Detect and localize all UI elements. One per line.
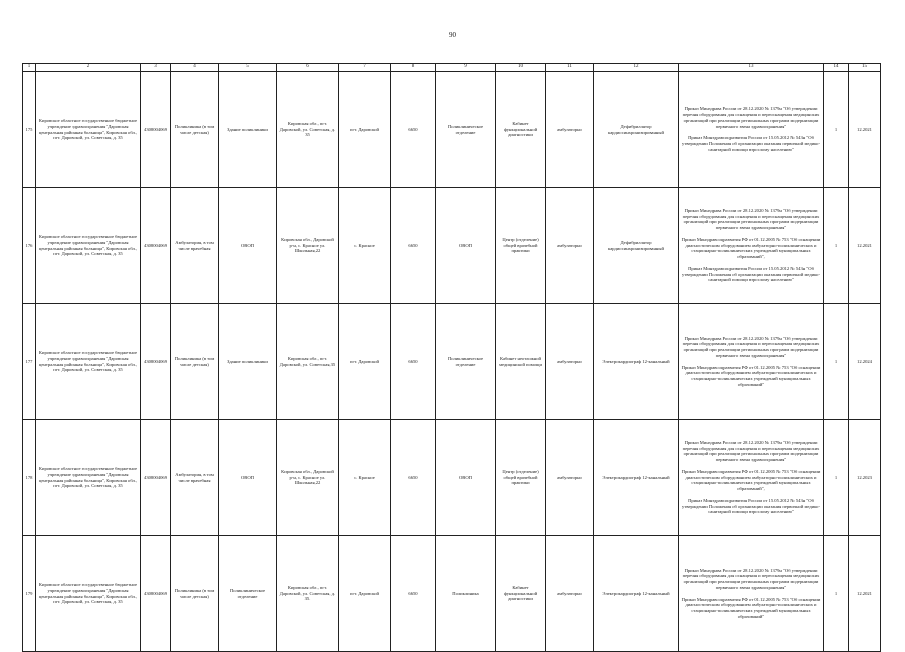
date-cell: 12.2021	[849, 536, 881, 652]
date-cell: 12.2021	[849, 72, 881, 188]
row-number: 179	[23, 536, 36, 652]
value-cell: 6650	[391, 304, 436, 420]
column-header: 1	[23, 64, 36, 72]
department-cell: Поликлиническое отделение	[436, 72, 496, 188]
regulation-text: Приказ Минздрава России от 28.12.2020 № 1379н "Об утверждении перечня оборудования для оснащения и переоснащения медицинских организаций при реализации региональных программ модернизации первичного звена здравоохранения"	[682, 207, 820, 231]
settlement-cell: пгт. Даровской	[339, 72, 391, 188]
column-header: 6	[277, 64, 339, 72]
equipment-cell: Дефибриллятор кардиосинхронизированный	[594, 72, 679, 188]
equipment-cell: Электрокардиограф 12-канальный	[594, 304, 679, 420]
regulation-text: Приказ Минздравсоцразвития России от 15.05.2012 № 543н "Об утверждении Положения об организации оказания первичной медико-санитарной помощи взрослому населению"	[682, 497, 820, 515]
department-cell: ОВОП	[436, 188, 496, 304]
organization-cell: Кировское областное государственное бюджетное учреждение здравоохранения "Даровская центральная районная больница", Кировская обл., пгт. Даровской, ул. Советская, д. 35	[36, 536, 141, 652]
building-cell: Поликлиническое отделение	[219, 536, 277, 652]
address-cell: Кировская обл., пгт. Даровской, ул. Советская, д. 35	[277, 72, 339, 188]
cabinet-cell: Кабинет неотложной медицинской помощи	[496, 304, 546, 420]
row-number: 178	[23, 420, 36, 536]
page-number: 90	[449, 31, 456, 39]
care-type-cell: амбулаторно	[546, 72, 594, 188]
building-cell: Здание поликлиники	[219, 72, 277, 188]
regulation-text: Приказ Минздравсоцразвития России от 15.05.2012 № 543н "Об утверждении Положения об организации оказания первичной медико-санитарной помощи взрослому населению"	[682, 265, 820, 283]
column-header: 5	[219, 64, 277, 72]
settlement-cell: с. Красное	[339, 188, 391, 304]
column-header: 11	[546, 64, 594, 72]
regulations-cell	[679, 304, 824, 420]
column-header: 4	[171, 64, 219, 72]
care-type-cell: амбулаторно	[546, 536, 594, 652]
value-cell: 6650	[391, 420, 436, 536]
regulations-cell	[679, 72, 824, 188]
column-header: 9	[436, 64, 496, 72]
settlement-cell: пгт. Даровской	[339, 536, 391, 652]
quantity-cell: 1	[824, 304, 849, 420]
care-type-cell: амбулаторно	[546, 304, 594, 420]
quantity-cell: 1	[824, 72, 849, 188]
building-cell: ОВОП	[219, 188, 277, 304]
department-cell: Поликлиническое отделение	[436, 304, 496, 420]
building-cell: ОВОП	[219, 420, 277, 536]
regulation-text: Приказ Минздравсоцразвития России от 15.05.2012 № 543н "Об утверждении Положения об организации оказания первичной медико-санитарной помощи взрослому населению"	[682, 135, 820, 152]
date-cell: 12.2023	[849, 420, 881, 536]
equipment-register-table	[22, 63, 881, 652]
address-cell: Кировская обл., пгт. Даровской, ул. Советская, д. 35.	[277, 536, 339, 652]
facility-type-cell: Поликлиника (в том числе детская)	[171, 536, 219, 652]
regulation-text: Приказ Минздрава России от 28.12.2020 № 1379н "Об утверждении перечня оборудования для оснащения и переоснащения медицинских организаций при реализации региональных программ модернизации первичного звена здравоохранения"	[682, 106, 820, 129]
column-header: 3	[141, 64, 171, 72]
cabinet-cell: Кабинет функциональной диагностики	[496, 536, 546, 652]
row-number: 175	[23, 72, 36, 188]
cabinet-cell: Кабинет функциональной диагностики	[496, 72, 546, 188]
column-header: 7	[339, 64, 391, 72]
code-cell: 4308004069	[141, 188, 171, 304]
regulations-cell	[679, 420, 824, 536]
address-cell: Кировская обл., Даровской р-н, с. Красное ул. Школьная,22	[277, 188, 339, 304]
department-cell: ОВОП	[436, 420, 496, 536]
column-number-row	[23, 64, 881, 72]
column-header: 13	[679, 64, 824, 72]
code-cell: 4308004069	[141, 72, 171, 188]
regulation-text: Приказ Минздравсоцразвития РФ от 01.12.2005 № 753 "Об оснащении диагностическим оборудованием амбулаторно-поликлинических и стационарно-поликлинических учреждений муниципальных образований",	[681, 236, 821, 260]
row-number: 176	[23, 188, 36, 304]
regulation-text: Приказ Минздравсоцразвития РФ от 01.12.2005 № 753 "Об оснащении диагностическим оборудованием амбулаторно-поликлинических и стационарно-поликлинических учреждений муниципальных образований",	[681, 468, 821, 492]
care-type-cell: амбулаторно	[546, 188, 594, 304]
quantity-cell: 1	[824, 420, 849, 536]
facility-type-cell: Поликлиника (в том числе детская)	[171, 304, 219, 420]
settlement-cell: пгт. Даровской	[339, 304, 391, 420]
equipment-cell: Электрокардиограф 12-канальный	[594, 420, 679, 536]
column-header: 15	[849, 64, 881, 72]
row-number: 177	[23, 304, 36, 420]
column-header: 2	[36, 64, 141, 72]
table-row	[23, 188, 881, 304]
table-row	[23, 304, 881, 420]
organization-cell: Кировское областное государственное бюджетное учреждение здравоохранения "Даровская центральная районная больница", Кировская обл., пгт. Даровской, ул. Советская, д. 35	[36, 72, 141, 188]
quantity-cell: 1	[824, 536, 849, 652]
column-header: 8	[391, 64, 436, 72]
table-row	[23, 536, 881, 652]
department-cell: Поликлиника	[436, 536, 496, 652]
value-cell: 6650	[391, 536, 436, 652]
regulation-text: Приказ Минздравсоцразвития РФ от 01.12.2005 № 753 "Об оснащении диагностическим оборудованием амбулаторно-поликлинических и стационарно-поликлинических учреждений муниципальных образований"	[681, 364, 821, 387]
regulation-text: Приказ Минздрава России от 28.12.2020 № 1379н "Об утверждении перечня оборудования для оснащения и переоснащения медицинских организаций при реализации региональных программ модернизации первичного звена здравоохранения"	[682, 567, 820, 590]
regulation-text: Приказ Минздравсоцразвития РФ от 01.12.2005 № 753 "Об оснащении диагностическим оборудованием амбулаторно-поликлинических и стационарно-поликлинических учреждений муниципальных образований"	[681, 596, 821, 619]
facility-type-cell: Амбулатория, в том числе врачебная	[171, 188, 219, 304]
regulations-cell	[679, 536, 824, 652]
value-cell: 6650	[391, 188, 436, 304]
cabinet-cell: Центр (отделение) общей врачебной практики	[496, 420, 546, 536]
organization-cell: Кировское областное государственное бюджетное учреждение здравоохранения "Даровская центральная районная больница", Кировская обл., пгт. Даровской, ул. Советская, д. 35	[36, 188, 141, 304]
equipment-cell: Дефибриллятор кардиосинхронизированный	[594, 188, 679, 304]
facility-type-cell: Амбулатория, в том числе врачебная	[171, 420, 219, 536]
regulations-cell	[679, 188, 824, 304]
address-cell: Кировская обл., Даровской р-н, с. Красное ул. Школьная,22	[277, 420, 339, 536]
column-header: 10	[496, 64, 546, 72]
facility-type-cell: Поликлиника (в том числе детская)	[171, 72, 219, 188]
table-row	[23, 420, 881, 536]
code-cell: 4308004069	[141, 536, 171, 652]
code-cell: 4308004069	[141, 420, 171, 536]
regulation-text: Приказ Минздрава России от 28.12.2020 № 1379н "Об утверждении перечня оборудования для оснащения и переоснащения медицинских организаций при реализации региональных программ модернизации первичного звена здравоохранения"	[682, 335, 820, 358]
regulation-text: Приказ Минздрава России от 28.12.2020 № 1379н "Об утверждении перечня оборудования для оснащения и переоснащения медицинских организаций при реализации региональных программ модернизации первичного звена здравоохранения"	[682, 439, 820, 463]
cabinet-cell: Центр (отделение) общей врачебной практики	[496, 188, 546, 304]
building-cell: Здание поликлиники	[219, 304, 277, 420]
quantity-cell: 1	[824, 188, 849, 304]
date-cell: 12.2024	[849, 304, 881, 420]
organization-cell: Кировское областное государственное бюджетное учреждение здравоохранения "Даровская центральная районная больница", Кировская обл., пгт. Даровской, ул. Советская, д. 35	[36, 420, 141, 536]
column-header: 12	[594, 64, 679, 72]
date-cell: 12.2021	[849, 188, 881, 304]
address-cell: Кировская обл., пгт. Даровской, ул. Советская,35	[277, 304, 339, 420]
organization-cell: Кировское областное государственное бюджетное учреждение здравоохранения "Даровская центральная районная больница", Кировская обл., пгт. Даровской, ул. Советская, д. 35	[36, 304, 141, 420]
care-type-cell: амбулаторно	[546, 420, 594, 536]
settlement-cell: с. Красное	[339, 420, 391, 536]
code-cell: 4308004069	[141, 304, 171, 420]
table-row	[23, 72, 881, 188]
value-cell: 6650	[391, 72, 436, 188]
column-header: 14	[824, 64, 849, 72]
equipment-cell: Электрокардиограф 12-канальный	[594, 536, 679, 652]
